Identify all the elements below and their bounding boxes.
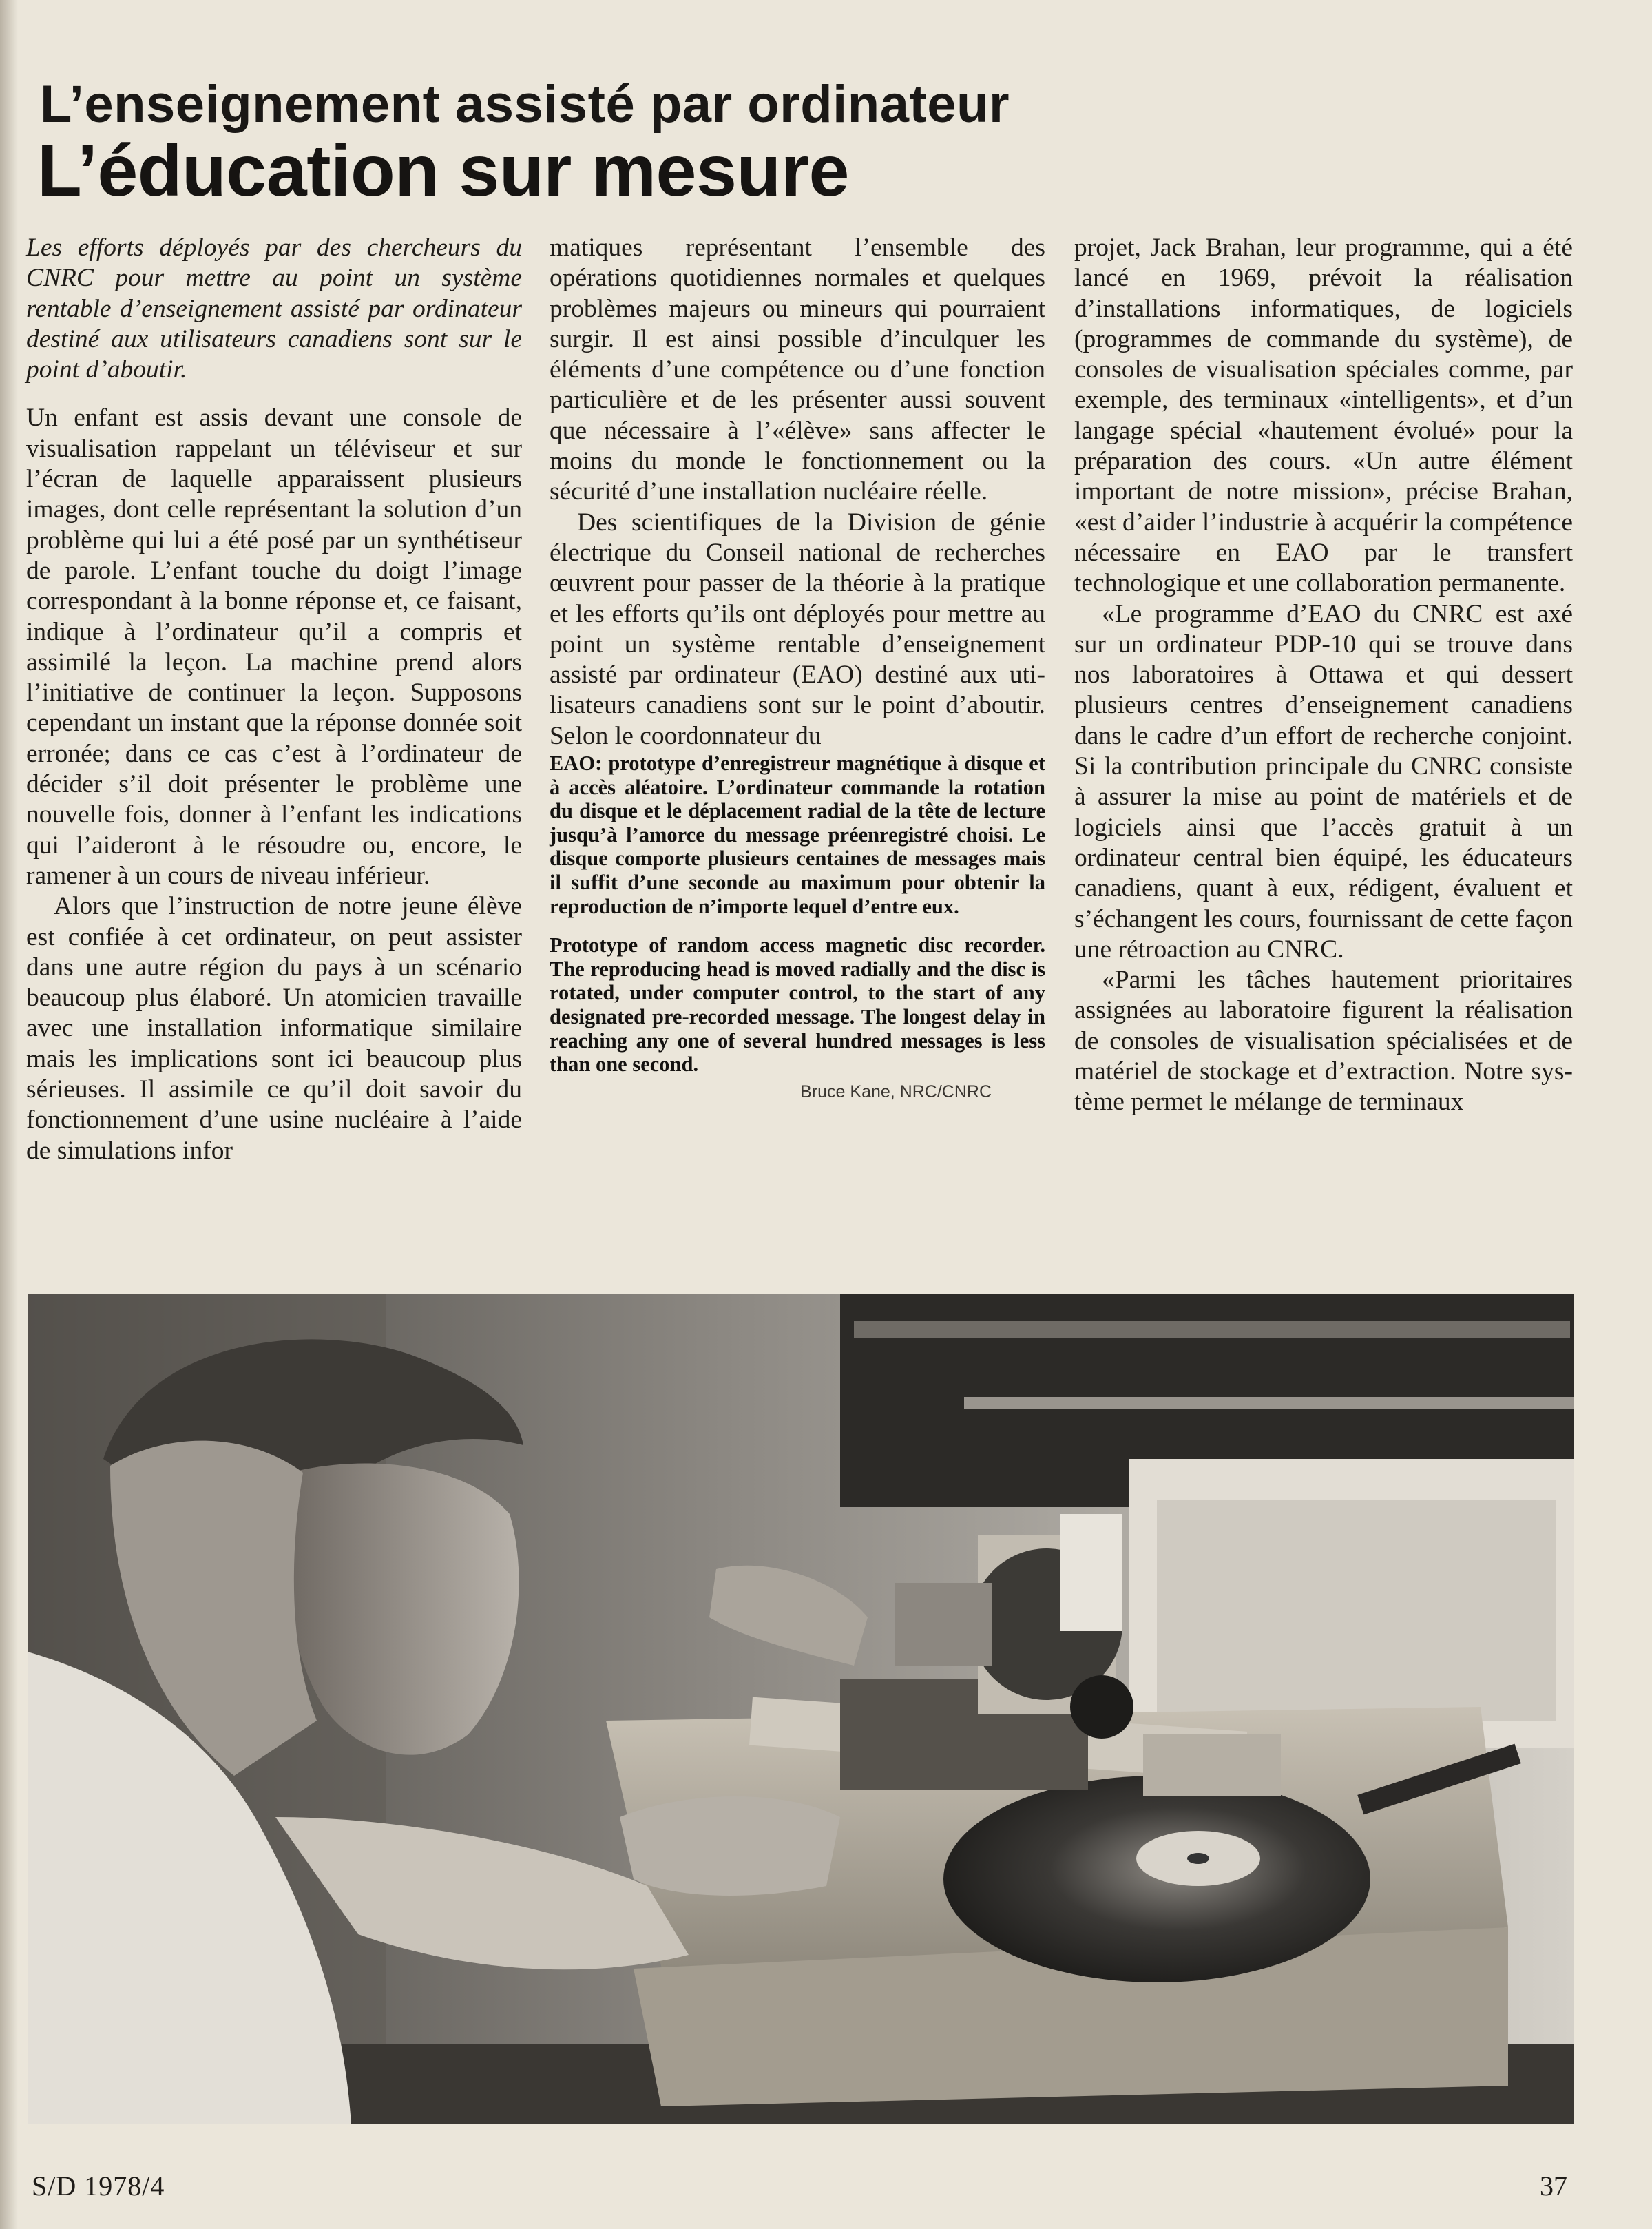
article-kicker: L’enseignement assisté par ordinateur [40,75,1010,134]
body-paragraph: Un enfant est assis devant une console de visualisation rappelant un téléviseur et sur l’écran de laquelle apparaissent plusieurs images, dont celle représentant la solution d’un problème qui lui a été posé par un synthétiseur de parole. L’enfant touche du doigt l’image correspondant à la bonne réponse et, ce faisant, indique à l’ordinateur qu’il a compris et assimilé la leçon. La machine prend alors l’initiative de continuer la leçon. Supposons cependant un instant que la réponse donnée soit erronée; dans ce cas c’est à l’ordinateur de décider s’il doit présenter le problème une nouvelle fois, donner à l’enfant les indications qui l’aideront à le résoudre ou, encore, le ramener à un cours de niveau inférieur. [26,404,522,890]
body-paragraph: «Parmi les tâches hautement prioritaires assignées au laboratoire figurent la réalisation de consoles de visualisation spécialisées et de matériel de stockage et d’extraction. Notre système permet le mélange de terminaux [1074,966,1573,1117]
body-paragraph: Des scientifiques de la Division de génie électrique du Conseil national de recherches œuvrent pour passer de la théorie à la pratique et les efforts qu’ils ont déployés pour mettre au point un système rentable d’enseignement assisté par ordinateur (EAO) destiné aux utilisateurs canadiens sont sur le point d’aboutir. Selon le coordonnateur du [550,508,1045,750]
text-column-3 [1074,233,1573,1118]
photo-illustration [28,1294,1574,2124]
binding-shadow [0,0,18,2229]
issue-label: S/D 1978/4 [32,2170,165,2201]
body-paragraph: matiques représentant l’ensemble des opérations quotidiennes normales et quelques problèmes majeurs ou mineurs qui pourraient surgir. Il est ainsi possible d’inculquer les éléments d’une compétence ou d’une fonction particulière et de les présenter aussi souvent que nécessaire à l’«élève» sans affecter le moins du monde le fonctionnement ou la sécurité d’une installation nucléaire réelle. [550,234,1045,506]
article-headline: L’éducation sur mesure [37,130,849,211]
text-column-1 [26,233,522,1166]
body-paragraph: projet, Jack Brahan, leur programme, qui a été lancé en 1969, prévoit la réalisation d’installations informatiques, de logiciels (programmes de commande du système), de consoles de visualisation spéciales comme, par exemple, des terminaux «intelligents», et d’un langage spécial «hautement évolué» pour la préparation des cours. «Un autre élément important de notre mission», précise Brahan, «est d’aider l’industrie à acquérir la compétence nécessaire en EAO par le transfert technologique et une collaboration permanente. [1074,234,1573,598]
text-column-2 [550,233,1045,1107]
photo-caption-english: Prototype of random access magnetic disc recorder. The reproducing head is moved radially and the disc is rotated, under computer control, to the start of any designated pre-recorded message. The longest delay in reaching any one of several hundred messages is less than one second. [550,933,1045,1077]
photo-credit: Bruce Kane, NRC/CNRC [800,1081,992,1101]
body-paragraph: Alors que l’instruction de notre jeune élève est confiée à cet ordinateur, on peut assister dans une autre région du pays à un scénario beaucoup plus élaboré. Un atomicien travaille avec une installation informatique similaire mais les implications sont ici beaucoup plus sérieuses. Il assimile ce qu’il doit savoir du fonctionnement d’une usine nucléaire à l’aide de simulations infor [26,892,522,1165]
article-lede: Les efforts déployés par des chercheurs du CNRC pour mettre au point un système rentable d’enseignement assisté par ordinateur destiné aux utilisateurs canadiens sont sur le point d’aboutir. [26,234,522,384]
page-number: 37 [1540,2170,1567,2201]
photo-caption-french: EAO: prototype d’enregistreur magnétique à disque et à accès aléatoire. L’ordinateur commande la rotation du disque et le déplacement radial de la tête de lecture jusqu’à l’amorce du message préenregistré choisi. Le disque comporte plusieurs centaines de messages mais il suffit d’une seconde au maximum pour obtenir la reproduction de n’importe lequel d’entre eux. [550,751,1045,918]
body-paragraph: «Le programme d’EAO du CNRC est axé sur un ordinateur PDP-10 qui se trouve dans nos laboratoires à Ottawa et qui dessert plusieurs centres d’enseignement canadiens dans le cadre d’un effort de recherche conjoint. Si la contribution principale du CNRC consiste à assurer la mise au point de matériels et de logiciels ainsi que l’accès gratuit à un ordinateur central bien équipé, les éducateurs canadiens, quant à eux, rédigent, évaluent et s’échangent les cours, fournissant de cette façon une rétroaction au CNRC. [1074,599,1573,964]
article-photograph [28,1294,1574,2124]
